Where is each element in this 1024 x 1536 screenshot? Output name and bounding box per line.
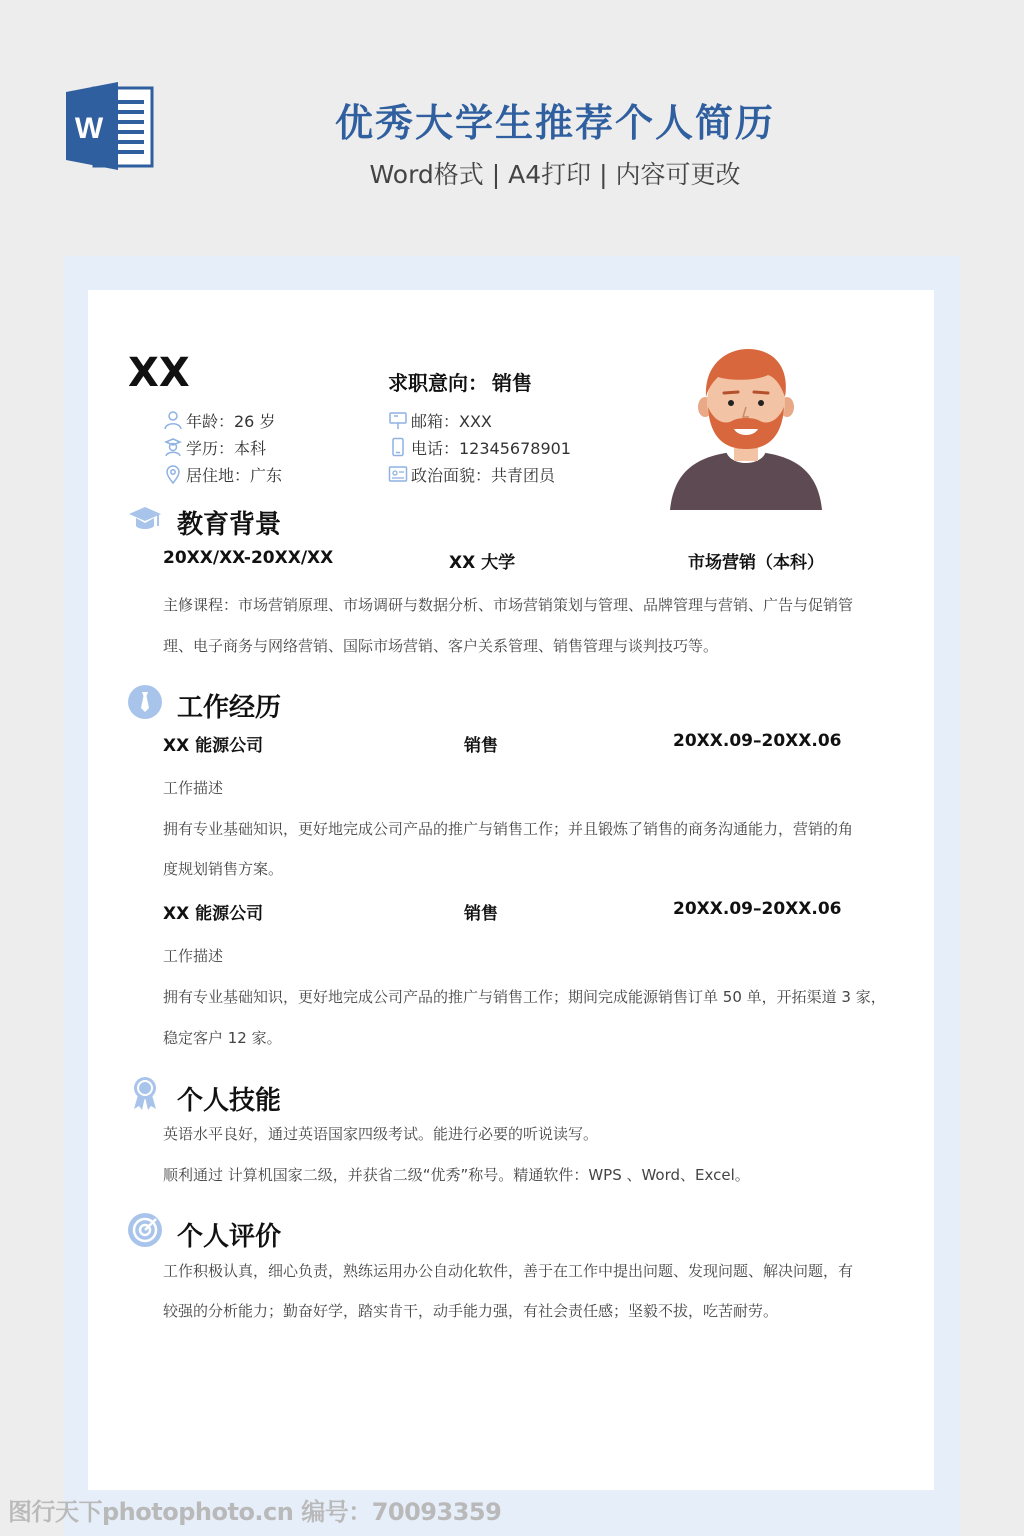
skills-line1: 英语水平良好，通过英语国家四级考试。能进行必要的听说读写。 xyxy=(163,1125,599,1143)
politics-text: 政治面貌：共青团员 xyxy=(411,465,556,485)
work-section-title: 工作经历 xyxy=(177,693,282,723)
banner xyxy=(0,0,1024,255)
target-icon xyxy=(127,1212,163,1248)
job-intent-value: 销售 xyxy=(492,371,532,395)
job-desc-line2: 度规划销售方案。 xyxy=(163,860,284,878)
graduation-cap-icon xyxy=(127,502,163,538)
phone-icon xyxy=(388,437,408,457)
info-politics xyxy=(388,462,555,486)
info-email xyxy=(388,408,492,432)
tie-icon xyxy=(127,684,163,720)
job-desc-line2: 稳定客户 12 家。 xyxy=(163,1029,282,1047)
education-period: 20XX/XX-20XX/XX xyxy=(163,548,334,568)
info-residence xyxy=(163,462,282,486)
residence-text: 居住地：广东 xyxy=(186,465,283,485)
education-text: 学历：本科 xyxy=(186,438,267,458)
phone-text: 电话：12345678901 xyxy=(411,438,571,458)
candidate-name: XX xyxy=(128,350,190,396)
education-section-title: 教育背景 xyxy=(177,510,282,540)
info-age xyxy=(163,408,275,432)
job-company: XX 能源公司 xyxy=(163,904,264,924)
info-education xyxy=(163,435,266,459)
education-major: 市场营销（本科） xyxy=(688,553,824,573)
skills-section-title: 个人技能 xyxy=(177,1086,282,1116)
job-intent xyxy=(388,367,532,396)
job-desc-label: 工作描述 xyxy=(163,947,224,965)
email-text: 邮箱：XXX xyxy=(411,411,492,431)
mailbox-icon xyxy=(388,410,408,430)
job-company: XX 能源公司 xyxy=(163,736,264,756)
job-role: 销售 xyxy=(464,736,498,756)
education-courses-line2: 理、电子商务与网络营销、国际市场营销、客户关系管理、销售管理与谈判技巧等。 xyxy=(163,637,719,655)
job-intent-label: 求职意向： xyxy=(388,371,488,395)
job-period: 20XX.09–20XX.06 xyxy=(673,731,842,751)
page-subtitle: Word格式 | A4打印 | 内容可更改 xyxy=(369,160,741,189)
graduate-icon xyxy=(163,437,183,457)
evaluation-section-title: 个人评价 xyxy=(177,1222,282,1252)
job-role: 销售 xyxy=(464,904,498,924)
person-icon xyxy=(163,410,183,430)
education-school: XX 大学 xyxy=(449,553,516,573)
job-desc-line1: 拥有专业基础知识，更好地完成公司产品的推广与销售工作；并且锻炼了销售的商务沟通能力，营销的角 xyxy=(163,820,854,838)
age-text: 年龄：26 岁 xyxy=(186,411,276,431)
watermark: 图行天下photophoto.cn 编号：70093359 xyxy=(8,1498,502,1526)
job-desc-line1: 拥有专业基础知识，更好地完成公司产品的推广与销售工作；期间完成能源销售订单 50 单，开拓渠道 3 家， xyxy=(163,988,886,1006)
avatar xyxy=(668,345,824,510)
skills-line2: 顺利通过 计算机国家二级，并获省二级“优秀”称号。精通软件：WPS 、Word、Excel。 xyxy=(163,1166,750,1184)
evaluation-line1: 工作积极认真，细心负责，熟练运用办公自动化软件，善于在工作中提出问题、发现问题、解决问题，有 xyxy=(163,1262,854,1280)
word-doc-icon xyxy=(64,80,156,172)
location-pin-icon xyxy=(163,464,183,484)
id-card-icon xyxy=(388,464,408,484)
info-phone xyxy=(388,435,571,459)
job-period: 20XX.09–20XX.06 xyxy=(673,899,842,919)
job-desc-label: 工作描述 xyxy=(163,779,224,797)
award-ribbon-icon xyxy=(127,1075,163,1111)
education-courses-line1: 主修课程：市场营销原理、市场调研与数据分析、市场营销策划与管理、品牌管理与营销、广告与促销管 xyxy=(163,596,854,614)
page-title: 优秀大学生推荐个人简历 xyxy=(334,101,775,145)
evaluation-line2: 较强的分析能力；勤奋好学，踏实肯干，动手能力强，有社会责任感；坚毅不拔，吃苦耐劳。 xyxy=(163,1302,779,1320)
word-logo-letter: W xyxy=(74,112,104,145)
